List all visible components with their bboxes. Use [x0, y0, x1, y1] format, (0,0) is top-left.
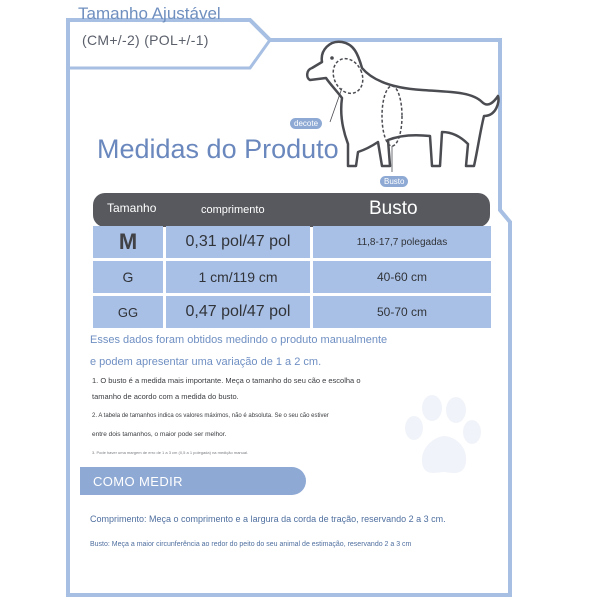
table-header [93, 193, 490, 227]
table-cell-chest: 11,8-17,7 polegadas [313, 226, 491, 258]
neck-label: decote [290, 118, 322, 129]
table-cell-length: 0,47 pol/47 pol [166, 296, 310, 328]
table-cell-size: G [93, 261, 163, 293]
header-subtitle: (CM+/-2) (POL+/-1) [82, 32, 209, 48]
paw-print-icon [392, 388, 492, 493]
note-line-2: e podem apresentar uma variação de 1 a 2 cm. [90, 356, 322, 368]
header-length: comprimento [201, 204, 265, 216]
note-point-1a: 1. O busto é a medida mais importante. Meça o tamanho do seu cão e escolha o [92, 376, 361, 385]
note-point-1b: tamanho de acordo com a medida do busto. [92, 392, 239, 401]
table-cell-chest: 50-70 cm [313, 296, 491, 328]
how-to-length: Comprimento: Meça o comprimento e a largura da corda de tração, reservando 2 a 3 cm. [90, 514, 446, 524]
how-to-chest: Busto: Meça a maior circunferência ao redor do peito do seu animal de estimação, reservando 2 a 3 cm [90, 541, 412, 548]
header-size: Tamanho [107, 201, 157, 215]
chest-label: Busto [380, 176, 408, 187]
note-point-2a: 2. A tabela de tamanhos indica os valores máximos, não é absoluta. Se o seu cão estiver [92, 413, 329, 419]
table-cell-size: GG [93, 296, 163, 328]
note-line-1: Esses dados foram obtidos medindo o produto manualmente [90, 334, 388, 346]
note-point-2b: entre dois tamanhos, o maior pode ser melhor. [92, 431, 227, 438]
page-title: Medidas do Produto [97, 134, 339, 164]
table-cell-size: M [93, 226, 163, 258]
table-cell-length: 1 cm/119 cm [166, 261, 310, 293]
note-point-3: 3. Pode haver uma margem de erro de 1 a 3 cm (0,5 a 1 polegada) na medição manual. [92, 450, 249, 455]
table-cell-chest: 40-60 cm [313, 261, 491, 293]
header-title: Tamanho Ajustável [78, 4, 221, 23]
table-cell-length: 0,31 pol/47 pol [166, 226, 310, 258]
how-to-title: COMO MEDIR [93, 474, 183, 489]
header-chest: Busto [369, 198, 418, 219]
